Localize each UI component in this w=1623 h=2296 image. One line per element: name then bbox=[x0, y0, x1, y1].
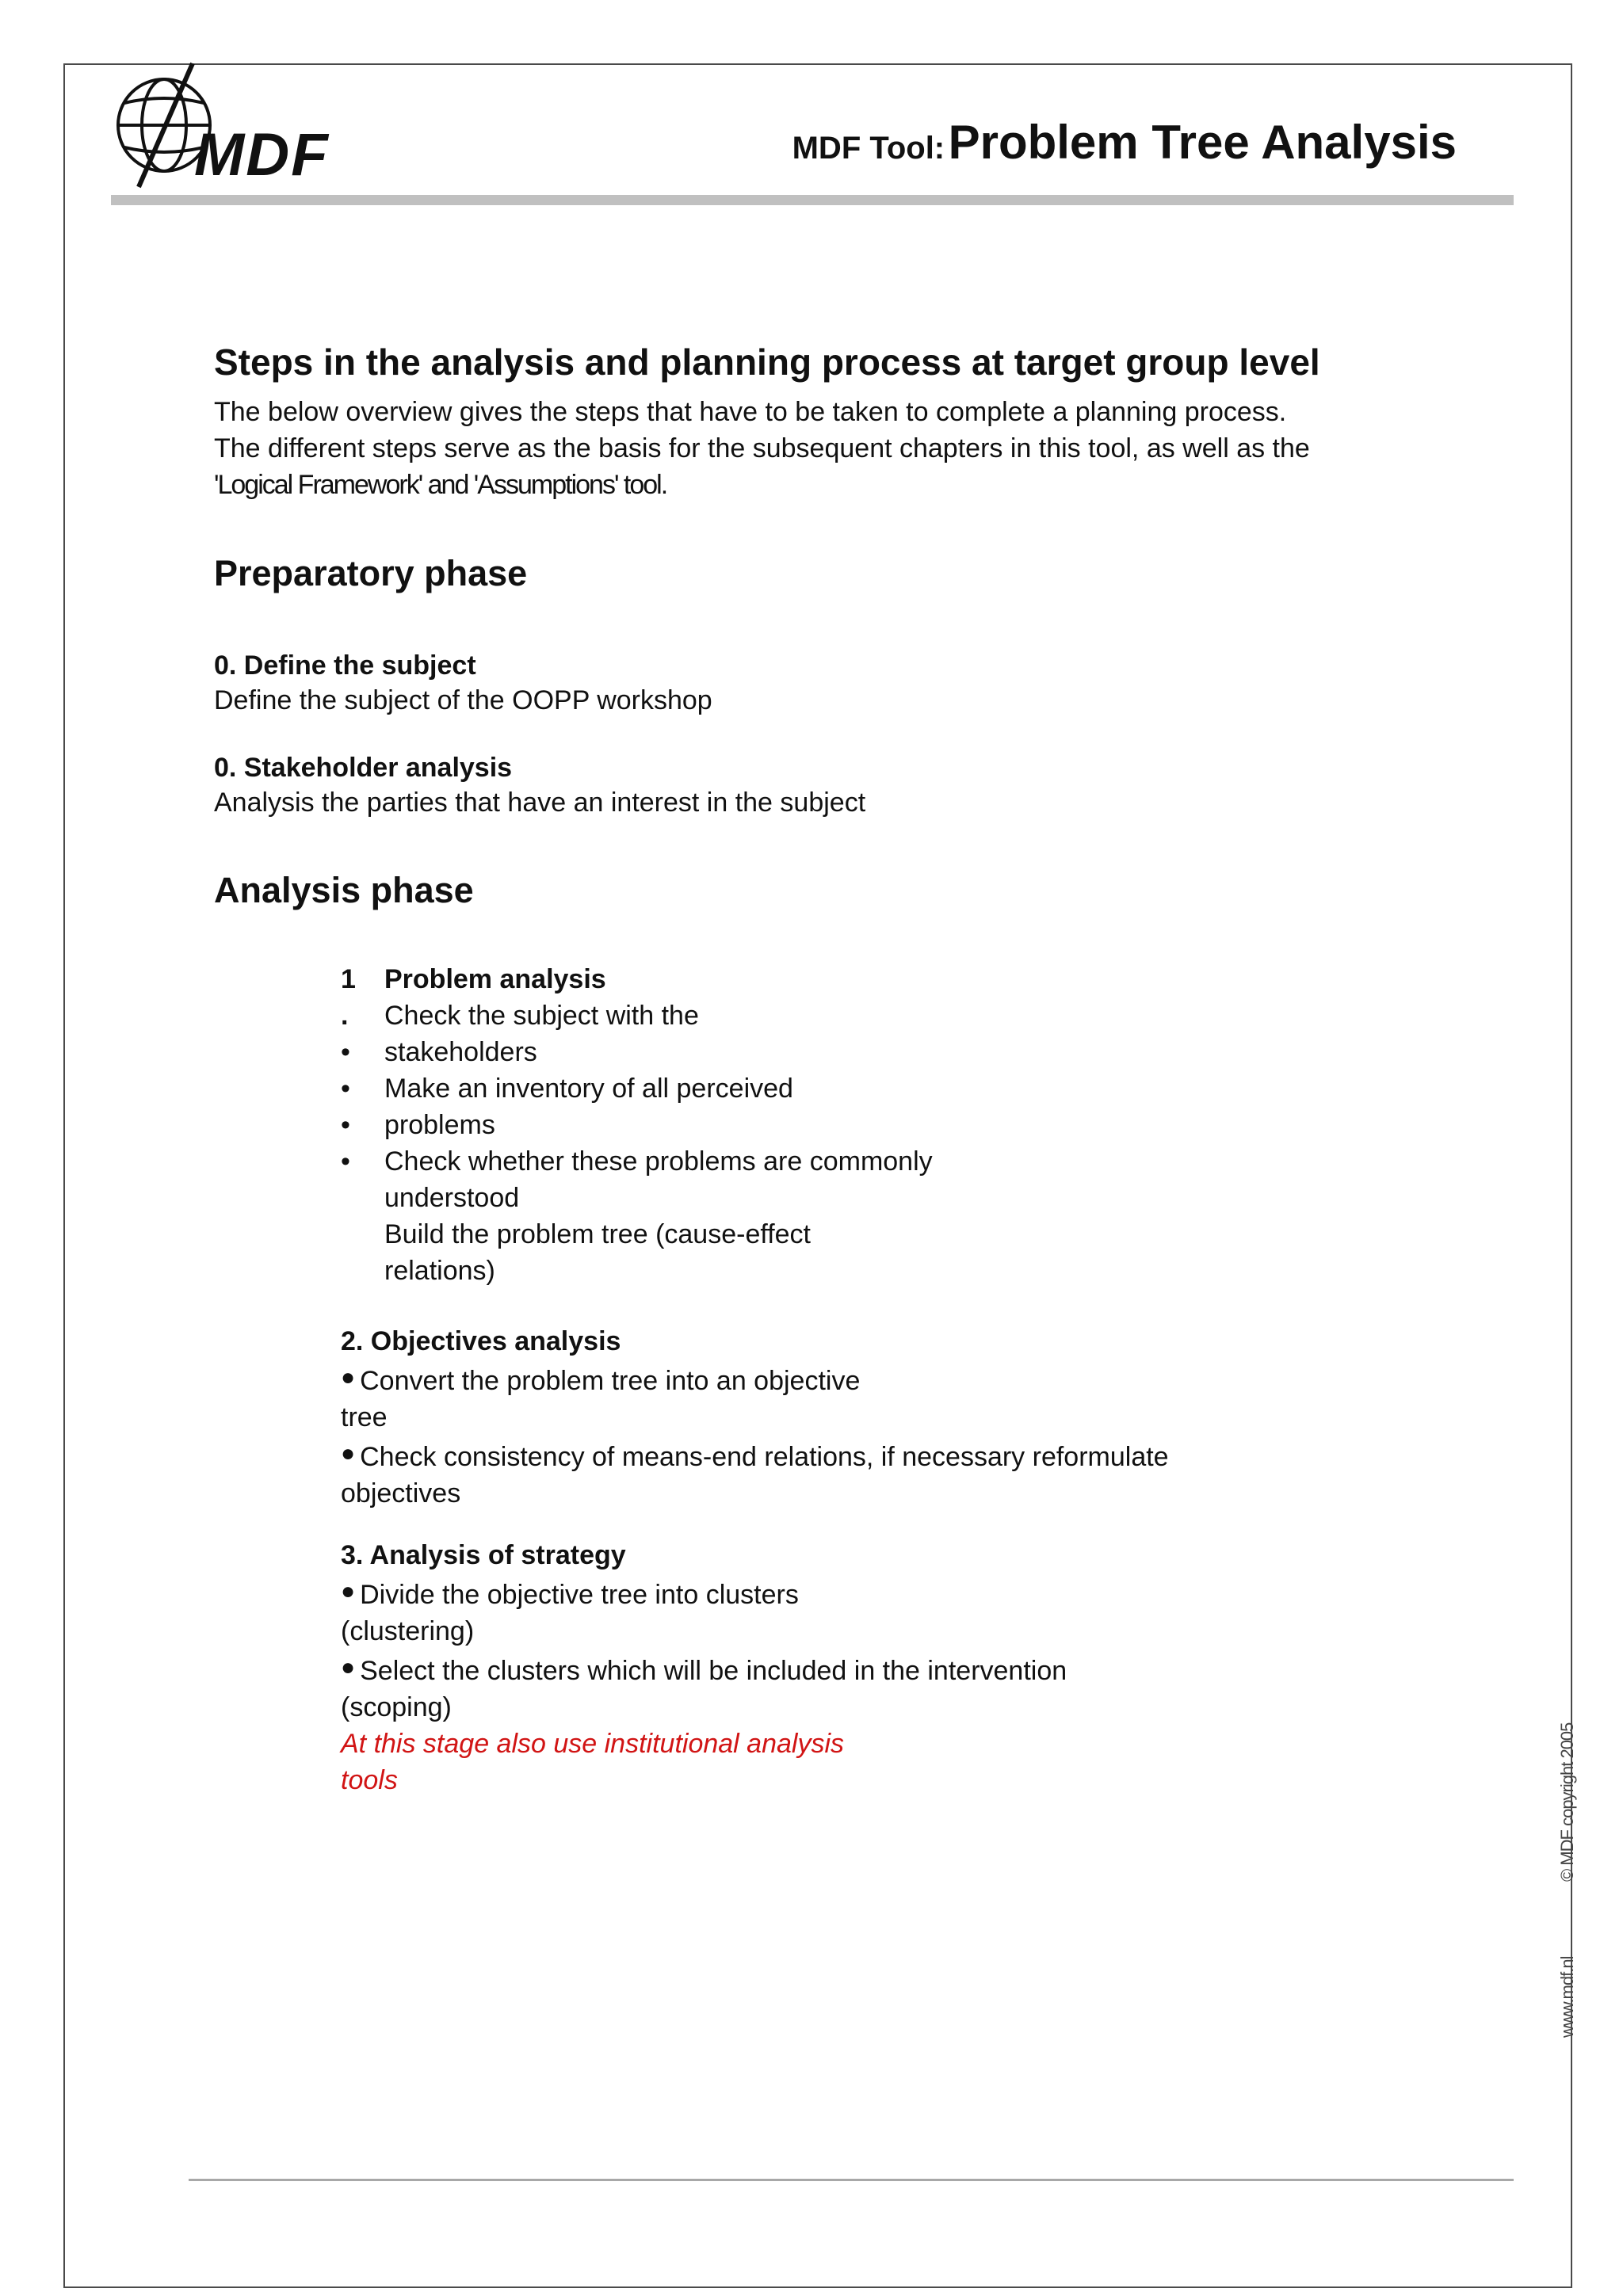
problem-line: understood bbox=[384, 1183, 520, 1213]
preparatory-heading: Preparatory phase bbox=[214, 553, 528, 593]
bullet-icon: ● bbox=[341, 1364, 356, 1390]
intro-line-1: The below overview gives the steps that have to be taken to complete a planning process. bbox=[214, 397, 1287, 428]
step-title: 0. Stakeholder analysis bbox=[214, 753, 513, 783]
header-divider bbox=[111, 195, 1514, 205]
intro-section bbox=[214, 341, 1442, 503]
bullet-icon: ● bbox=[341, 1654, 356, 1680]
bullet-column bbox=[341, 1034, 350, 1180]
step-text: Define the subject of the OOPP workshop bbox=[214, 685, 712, 715]
problem-analysis-body bbox=[384, 961, 1018, 1289]
strategy-analysis-block bbox=[341, 1537, 1292, 1798]
strategy-bullet-2 bbox=[341, 1650, 1292, 1689]
problem-line: stakeholders bbox=[384, 1037, 537, 1067]
mdf-logo bbox=[115, 62, 330, 189]
step-stakeholder-analysis bbox=[214, 750, 1323, 820]
page-title bbox=[792, 116, 1457, 169]
title-prefix: MDF Tool: bbox=[792, 131, 945, 166]
website-link[interactable]: www.mdf.nl bbox=[1557, 1956, 1577, 2038]
bullet-icon: ● bbox=[341, 1440, 356, 1466]
problem-analysis-block bbox=[341, 961, 1292, 1294]
bullet-icon: • bbox=[341, 1146, 350, 1177]
objectives-bullet-1 bbox=[341, 1360, 1292, 1399]
objectives-line: Check consistency of means-end relations, if necessary reformulate bbox=[360, 1442, 1169, 1472]
step-number-digit: 1 bbox=[341, 964, 356, 994]
strategy-line: (clustering) bbox=[341, 1616, 475, 1646]
objectives-line: Convert the problem tree into an objective bbox=[360, 1366, 861, 1396]
step-number-dot: . bbox=[341, 1001, 349, 1031]
analysis-heading: Analysis phase bbox=[214, 870, 474, 910]
intro-heading: Steps in the analysis and planning process at target group level bbox=[214, 341, 1320, 383]
intro-line-3: 'Logical Framework' and 'Assumptions' tool. bbox=[214, 470, 667, 501]
problem-line: Check whether these problems are commonly bbox=[384, 1146, 933, 1177]
strategy-note: tools bbox=[341, 1765, 398, 1795]
footer-divider bbox=[189, 2179, 1514, 2181]
analysis-section bbox=[214, 869, 1323, 912]
problem-line: relations) bbox=[384, 1256, 495, 1286]
bullet-icon: • bbox=[341, 1074, 350, 1104]
objectives-line: tree bbox=[341, 1402, 388, 1432]
problem-line: problems bbox=[384, 1110, 495, 1140]
preparatory-section bbox=[214, 552, 1323, 595]
step-define-subject bbox=[214, 648, 1323, 718]
strategy-note: At this stage also use institutional analysis bbox=[341, 1729, 845, 1759]
problem-line: Build the problem tree (cause-effect bbox=[384, 1219, 811, 1249]
objectives-bullet-2 bbox=[341, 1436, 1292, 1475]
bullet-icon: • bbox=[341, 1110, 350, 1140]
copyright-text: © MDF copyright 2005 bbox=[1557, 1722, 1577, 1882]
problem-line: Check the subject with the bbox=[384, 1001, 699, 1031]
problem-analysis-title: Problem analysis bbox=[384, 964, 606, 994]
bullet-icon: • bbox=[341, 1037, 350, 1067]
strategy-line: Divide the objective tree into clusters bbox=[360, 1580, 799, 1610]
strategy-line: (scoping) bbox=[341, 1692, 452, 1722]
intro-line-2: The different steps serve as the basis for the subsequent chapters in this tool, as well as the bbox=[214, 433, 1310, 464]
objectives-title: 2. Objectives analysis bbox=[341, 1326, 621, 1356]
strategy-bullet-1 bbox=[341, 1573, 1292, 1613]
logo-text: MDF bbox=[194, 121, 330, 189]
objectives-line: objectives bbox=[341, 1478, 461, 1508]
step-number bbox=[341, 961, 356, 1034]
title-main: Problem Tree Analysis bbox=[948, 116, 1457, 169]
step-text: Analysis the parties that have an interest in the subject bbox=[214, 788, 866, 818]
step-title: 0. Define the subject bbox=[214, 650, 476, 681]
strategy-title: 3. Analysis of strategy bbox=[341, 1540, 626, 1570]
bullet-icon: ● bbox=[341, 1578, 356, 1604]
problem-line: Make an inventory of all perceived bbox=[384, 1074, 793, 1104]
objectives-analysis-block bbox=[341, 1323, 1292, 1512]
strategy-line: Select the clusters which will be included in the intervention bbox=[360, 1656, 1067, 1686]
